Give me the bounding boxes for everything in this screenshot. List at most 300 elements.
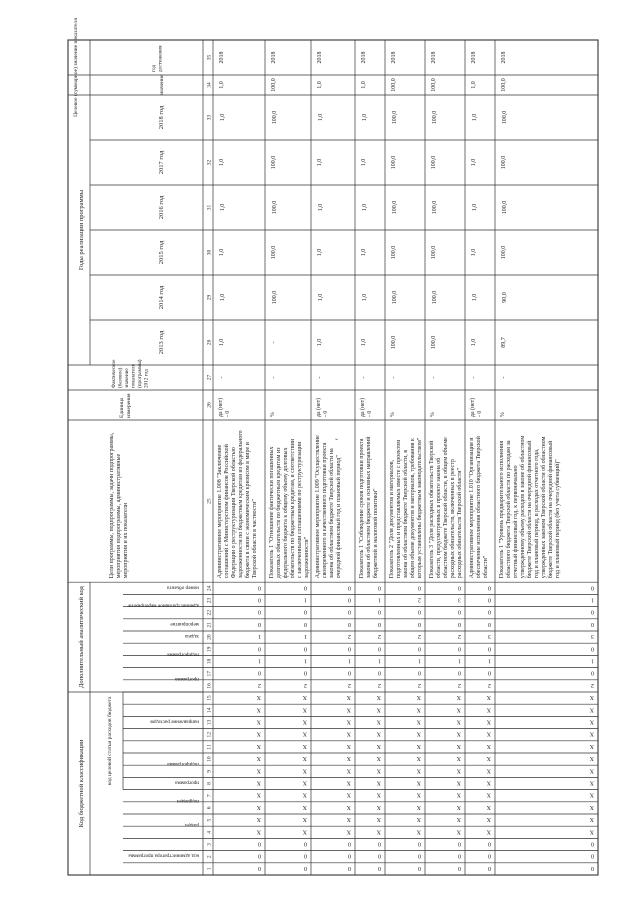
code-digit: 0 <box>258 584 261 591</box>
column-number: 32 <box>206 159 213 166</box>
header-year-2017: 2017 год <box>158 150 165 175</box>
code-digit: 0 <box>458 645 461 652</box>
header-code-label: программа <box>175 779 199 786</box>
code-digit: 1 <box>591 596 594 603</box>
code-digit: 0 <box>488 864 491 871</box>
code-digit: X <box>376 803 381 810</box>
column-number: 21 <box>206 622 213 628</box>
goal-text: Административное мероприятие 1.008 "Заключениесоглашений с Министерством финансов РоссийскойФедерации о реструктуризации Тверской областьюзадолженности по бюджетным кредитам из федеральногобюджета в связи с экономическим кризисом в мире иТверской области в частности" <box>217 430 258 579</box>
code-digit: X <box>456 828 461 835</box>
target-year: 2018 <box>219 51 225 64</box>
year-value: 1,0 <box>317 248 323 257</box>
code-digit: X <box>589 694 594 701</box>
column-number: 14 <box>206 707 213 714</box>
code-digit: 0 <box>378 669 381 676</box>
code-digit: 1 <box>488 657 491 664</box>
header-budget-class: Код бюджетной классификации <box>78 739 85 828</box>
year-value: 1,0 <box>318 293 324 302</box>
column-number: 15 <box>206 695 213 701</box>
code-digit: 0 <box>418 645 421 652</box>
target-year: 2018 <box>317 51 323 64</box>
column-number: 1 <box>206 867 213 871</box>
year-value: 1,0 <box>472 203 478 212</box>
code-digit: X <box>256 791 261 798</box>
year-value: 1,0 <box>220 293 226 302</box>
year-value: 100,0 <box>391 155 397 170</box>
code-digit: 0 <box>348 669 351 676</box>
column-number: 35 <box>206 54 213 61</box>
code-digit: 2 <box>258 681 261 688</box>
code-digit: X <box>346 816 351 823</box>
code-digit: X <box>376 816 381 823</box>
code-digit: X <box>302 742 307 749</box>
year-value: 1,0 <box>219 158 225 167</box>
code-digit: 1 <box>378 596 381 603</box>
code-digit: X <box>456 767 461 774</box>
code-digit: X <box>416 779 421 786</box>
code-digit: 0 <box>348 852 351 859</box>
unit-value: да (нет)- 0 <box>470 397 483 417</box>
code-digit: X <box>376 706 381 713</box>
code-digit: 2 <box>348 633 351 640</box>
header-code-label: подраздел <box>176 797 199 804</box>
code-digit: X <box>589 755 594 762</box>
code-digit: X <box>456 718 461 725</box>
code-digit: 0 <box>591 620 594 627</box>
code-digit: 0 <box>488 620 491 627</box>
code-digit: 0 <box>348 596 351 603</box>
year-value: 100,0 <box>432 110 438 125</box>
year-value: 1,0 <box>220 203 226 212</box>
code-digit: 0 <box>378 584 381 591</box>
code-digit: X <box>589 791 594 798</box>
code-digit: X <box>346 755 351 762</box>
year-value: 100,0 <box>431 245 437 260</box>
goal-text: Административное мероприятие 1.010 "Организация иобеспечение исполнения областного бюджета Тверскойобласти" <box>469 436 489 579</box>
column-number: 12 <box>206 731 213 738</box>
code-digit: X <box>256 742 261 749</box>
header-extra-class: Дополнительный аналитический код <box>78 586 85 689</box>
year-value: 90,0 <box>502 292 508 303</box>
unit-value: % <box>390 412 396 417</box>
header-year-2015: 2015 год <box>158 240 165 265</box>
code-digit: 2 <box>418 596 421 603</box>
header-unit: Единицаизмерения <box>119 393 132 418</box>
code-digit: X <box>302 816 307 823</box>
code-digit: 0 <box>348 608 351 615</box>
column-number: 29 <box>206 294 213 301</box>
target-year: 2018 <box>391 51 397 64</box>
code-digit: 0 <box>458 620 461 627</box>
target-value: 1,0 <box>317 81 323 89</box>
fact-value: - <box>271 376 277 379</box>
column-number: 13 <box>206 719 213 726</box>
column-number: 30 <box>206 249 213 256</box>
code-digit: 1 <box>258 657 261 664</box>
column-number: 22 <box>206 609 213 616</box>
code-digit: 1 <box>348 657 351 664</box>
header-years-title: Годы реализации программы <box>78 189 85 271</box>
year-value: 100,0 <box>391 335 397 350</box>
code-digit: 0 <box>258 840 261 847</box>
unit-value: да (нет)- 0 <box>360 397 373 417</box>
target-value: 100,0 <box>271 78 277 92</box>
code-digit: 2 <box>458 681 461 688</box>
code-digit: 0 <box>418 864 421 871</box>
column-number: 11 <box>206 744 213 750</box>
code-digit: X <box>589 828 594 835</box>
code-digit: 0 <box>378 840 381 847</box>
unit-value: % <box>270 412 276 417</box>
column-number: 19 <box>206 646 213 653</box>
code-digit: X <box>376 755 381 762</box>
code-digit: 0 <box>418 669 421 676</box>
code-digit: X <box>416 755 421 762</box>
code-digit: 1 <box>304 596 307 603</box>
fact-value: - <box>219 376 225 379</box>
fact-value: - <box>391 376 397 379</box>
code-digit: X <box>416 694 421 701</box>
year-value: 100,0 <box>272 200 278 215</box>
header-fact: Фактическое(базовое)значениепоказателя(программы)2012 год <box>111 359 150 388</box>
column-number: 24 <box>206 585 213 592</box>
code-digit: 0 <box>378 852 381 859</box>
header-code-label: направление расходов <box>150 718 199 725</box>
code-digit: X <box>589 803 594 810</box>
column-number: 10 <box>206 756 213 762</box>
code-digit: 0 <box>258 596 261 603</box>
code-digit: X <box>256 779 261 786</box>
code-digit: X <box>256 816 261 823</box>
code-digit: X <box>346 767 351 774</box>
code-digit: X <box>416 767 421 774</box>
goal-text: Показатель 1 "Уровень предварительного исполненияобластного бюджета Тверской области по расходам заотчетный финансовый год, к первоначальноутвержденному объему расходов в законе об областномбюджете Тверской области на очередной финансовыйгод и плановый период, в расходах отчетного года,утвержденных законом Тверской области об областномбюджете Тверской области на очередной финансовыйгод и плановый период (без учета субвенций)" <box>499 435 561 579</box>
fact-value: - <box>471 376 477 379</box>
code-digit: 1 <box>378 657 381 664</box>
code-digit: X <box>486 816 491 823</box>
code-digit: 0 <box>591 840 594 847</box>
code-digit: X <box>376 779 381 786</box>
fact-value: - <box>431 376 437 379</box>
code-digit: X <box>346 694 351 701</box>
code-digit: 0 <box>258 620 261 627</box>
target-value: 1,0 <box>361 81 367 89</box>
code-digit: 2 <box>591 681 594 688</box>
code-digit: X <box>416 791 421 798</box>
code-digit: X <box>416 730 421 737</box>
code-digit: 0 <box>418 620 421 627</box>
year-value: 100,0 <box>432 200 438 215</box>
code-digit: X <box>486 803 491 810</box>
header-code-label: задача <box>185 633 199 640</box>
code-digit: X <box>256 694 261 701</box>
code-digit: X <box>416 803 421 810</box>
code-digit: 2 <box>304 681 307 688</box>
column-number: 2 <box>206 855 213 859</box>
code-digit: 0 <box>458 840 461 847</box>
year-value: 100,0 <box>272 290 278 305</box>
code-digit: X <box>589 706 594 713</box>
year-value: 100,0 <box>272 110 278 125</box>
year-value: 100,0 <box>391 245 397 260</box>
code-digit: X <box>486 694 491 701</box>
header-code-label: программа <box>175 675 199 682</box>
column-number: 8 <box>206 782 213 785</box>
year-value: 100,0 <box>392 290 398 305</box>
goal-text: Показатель 1 "Отношение фактически погашенныхдолговых обязательств по бюджетным кредитам изфедерального бюджета к общему объему долговыхобязательств по бюджетным кредитам, в соответствиис заключенными соглашениями по реструктуризациизадолженности" <box>269 438 310 579</box>
column-number: 6 <box>206 806 213 810</box>
code-digit: X <box>376 730 381 737</box>
column-number: 16 <box>206 683 213 689</box>
code-digit: 0 <box>591 645 594 652</box>
code-digit: X <box>416 742 421 749</box>
column-number: 4 <box>206 830 213 834</box>
code-digit: X <box>486 779 491 786</box>
code-digit: 0 <box>304 620 307 627</box>
code-digit: X <box>456 803 461 810</box>
code-digit: X <box>416 816 421 823</box>
target-year: 2018 <box>431 51 437 64</box>
code-digit: X <box>346 791 351 798</box>
code-digit: X <box>346 742 351 749</box>
header-code-label: код администратора программы <box>128 852 199 859</box>
code-digit: X <box>376 742 381 749</box>
goal-text: Показатель 3 "Доля расходных обязательств Тверскойобласти, предусмотренных в проекте закона обобластном бюджете Тверской области, в общем объемерасходных обязательств, включенных в реестррасходных обязательств Тверской области" <box>429 437 463 579</box>
code-digit: X <box>589 718 594 725</box>
year-value: 100,0 <box>392 110 398 125</box>
code-digit: 3 <box>458 596 461 603</box>
code-digit: X <box>456 742 461 749</box>
code-digit: 0 <box>378 864 381 871</box>
unit-value: % <box>430 412 436 417</box>
column-number: 25 <box>206 498 213 504</box>
code-digit: 2 <box>378 681 381 688</box>
code-digit: 2 <box>418 681 421 688</box>
code-digit: 1 <box>591 657 594 664</box>
header-target-value: значение <box>159 74 165 96</box>
code-digit: X <box>346 730 351 737</box>
code-digit: X <box>302 718 307 725</box>
code-digit: 0 <box>488 840 491 847</box>
year-value: - <box>271 341 277 344</box>
column-number: 33 <box>206 114 213 121</box>
header-code-label: подпрограмма <box>167 761 199 768</box>
code-digit: X <box>589 779 594 786</box>
year-value: 1,0 <box>318 113 324 122</box>
header-year-2016: 2016 год <box>158 195 165 220</box>
code-digit: 0 <box>458 584 461 591</box>
code-digit: X <box>302 803 307 810</box>
column-number: 17 <box>206 670 213 677</box>
code-digit: 1 <box>304 633 307 640</box>
code-digit: X <box>256 755 261 762</box>
code-digit: 0 <box>591 584 594 591</box>
target-year: 2018 <box>361 51 367 64</box>
code-digit: 1 <box>458 657 461 664</box>
code-digit: 0 <box>591 864 594 871</box>
code-digit: X <box>346 779 351 786</box>
year-value: 1,0 <box>362 293 368 302</box>
fact-value: - <box>317 376 323 379</box>
year-value: 1,0 <box>317 338 323 347</box>
code-digit: 0 <box>488 852 491 859</box>
header-code-label: подпрограмма <box>167 651 199 658</box>
year-value: 1,0 <box>317 158 323 167</box>
code-digit: X <box>256 828 261 835</box>
code-digit: X <box>346 718 351 725</box>
year-value: 1,0 <box>220 113 226 122</box>
year-value: 1,0 <box>471 158 477 167</box>
code-digit: X <box>376 767 381 774</box>
year-value: 1,0 <box>361 338 367 347</box>
year-value: 1,0 <box>472 113 478 122</box>
year-value: 100,0 <box>392 200 398 215</box>
code-digit: X <box>486 730 491 737</box>
code-digit: 0 <box>488 669 491 676</box>
year-value: 100,0 <box>431 335 437 350</box>
code-digit: 0 <box>304 645 307 652</box>
goal-text: Административное мероприятие 1.009 "Осуществлениесвоевременного и качественного подготовки проектазакона об областном бюджете Тверской области наочередной финансовый год и плановый период" <box>315 435 342 579</box>
year-value: 1,0 <box>361 158 367 167</box>
code-digit: 2 <box>418 633 421 640</box>
target-value: 100,0 <box>431 78 437 92</box>
code-digit: X <box>302 828 307 835</box>
code-digit: 0 <box>418 852 421 859</box>
code-digit: 0 <box>591 852 594 859</box>
code-digit: 2 <box>488 681 491 688</box>
code-digit: 1 <box>304 657 307 664</box>
code-digit: 0 <box>304 608 307 615</box>
header-target-title: Целевое (суммарное) значение показателя <box>73 18 79 117</box>
code-digit: 0 <box>488 608 491 615</box>
fact-value: - <box>501 376 507 379</box>
year-value: 1,0 <box>472 293 478 302</box>
header-year-2013: 2013 год <box>158 330 165 355</box>
code-digit: X <box>416 706 421 713</box>
header-year-2014: 2014 год <box>158 285 165 310</box>
code-digit: 0 <box>378 620 381 627</box>
target-value: 100,0 <box>501 78 507 92</box>
code-digit: X <box>376 718 381 725</box>
code-digit: 0 <box>488 645 491 652</box>
code-digit: 0 <box>418 840 421 847</box>
year-value: 1,0 <box>362 113 368 122</box>
code-digit: 0 <box>378 608 381 615</box>
code-digit: X <box>302 694 307 701</box>
column-number: 20 <box>206 634 213 640</box>
code-digit: X <box>589 742 594 749</box>
year-value: 100,0 <box>432 290 438 305</box>
code-digit: 1 <box>258 633 261 640</box>
header-year-2018: 2018 год <box>158 105 165 130</box>
year-value: 1,0 <box>471 248 477 257</box>
target-year: 2018 <box>271 51 277 64</box>
code-digit: 0 <box>304 864 307 871</box>
year-value: 100,0 <box>501 155 507 170</box>
year-value: 1,0 <box>318 203 324 212</box>
code-digit: X <box>486 767 491 774</box>
year-value: 1,0 <box>362 203 368 212</box>
code-digit: 2 <box>348 681 351 688</box>
code-digit: 3 <box>488 633 491 640</box>
code-digit: X <box>302 791 307 798</box>
year-value: 100,0 <box>431 155 437 170</box>
code-digit: X <box>302 755 307 762</box>
code-digit: X <box>456 779 461 786</box>
code-digit: X <box>456 816 461 823</box>
code-digit: 0 <box>258 669 261 676</box>
code-digit: 0 <box>488 584 491 591</box>
code-digit: X <box>346 706 351 713</box>
column-number: 31 <box>206 204 213 211</box>
column-number: 26 <box>206 402 213 408</box>
code-digit: 0 <box>591 608 594 615</box>
code-digit: X <box>416 718 421 725</box>
code-digit: 0 <box>458 608 461 615</box>
code-digit: 0 <box>258 852 261 859</box>
code-digit: X <box>256 718 261 725</box>
year-value: 89,7 <box>501 337 507 348</box>
unit-value: % <box>500 412 506 417</box>
code-digit: 0 <box>348 620 351 627</box>
unit-value: да (нет)- 0 <box>218 397 231 417</box>
code-digit: X <box>302 706 307 713</box>
header-goals: Цели программы, подпрограммы, задачи подпрограммы,мероприятия подпрограммы, административныемероприятия и их показатели <box>109 432 129 579</box>
code-digit: X <box>256 730 261 737</box>
code-digit: 0 <box>258 608 261 615</box>
code-digit: 0 <box>348 840 351 847</box>
code-digit: 0 <box>304 669 307 676</box>
year-value: 100,0 <box>501 245 507 260</box>
header-code-label: раздел <box>184 822 199 829</box>
column-number: 18 <box>206 658 213 665</box>
column-number: 27 <box>206 374 213 381</box>
code-digit: X <box>486 791 491 798</box>
code-digit: 0 <box>418 584 421 591</box>
year-value: 100,0 <box>271 155 277 170</box>
code-digit: 0 <box>458 864 461 871</box>
year-value: 1,0 <box>219 248 225 257</box>
unit-value: да (нет)- 0 <box>316 397 329 417</box>
code-digit: 0 <box>304 584 307 591</box>
header-code-label: административное мероприятие <box>127 602 199 609</box>
code-digit: 0 <box>378 645 381 652</box>
code-digit: X <box>376 694 381 701</box>
code-digit: 3 <box>591 633 594 640</box>
column-number: 23 <box>206 597 213 604</box>
code-digit: 2 <box>378 633 381 640</box>
code-digit: 2 <box>458 633 461 640</box>
code-digit: 0 <box>418 608 421 615</box>
code-digit: X <box>346 828 351 835</box>
table-group <box>68 18 598 875</box>
code-digit: 0 <box>258 864 261 871</box>
code-digit: 0 <box>348 864 351 871</box>
code-digit: X <box>302 730 307 737</box>
code-digit: X <box>256 706 261 713</box>
goal-text: Показатель 1 "Соблюдение сроков подготовки проектазакона об областном бюджете и основных направленийбюджетной и налоговой политики" <box>359 436 379 579</box>
header-target-article: код целевой статьи расходов бюджета <box>107 696 113 786</box>
header-code-label: номер объекта <box>167 584 199 591</box>
code-digit: 0 <box>304 852 307 859</box>
column-number: 28 <box>206 339 213 346</box>
code-digit: X <box>486 706 491 713</box>
code-digit: X <box>486 742 491 749</box>
code-digit: X <box>302 767 307 774</box>
target-year: 2018 <box>471 51 477 64</box>
stray-mark: ˇ <box>335 437 338 447</box>
year-value: 100,0 <box>271 245 277 260</box>
